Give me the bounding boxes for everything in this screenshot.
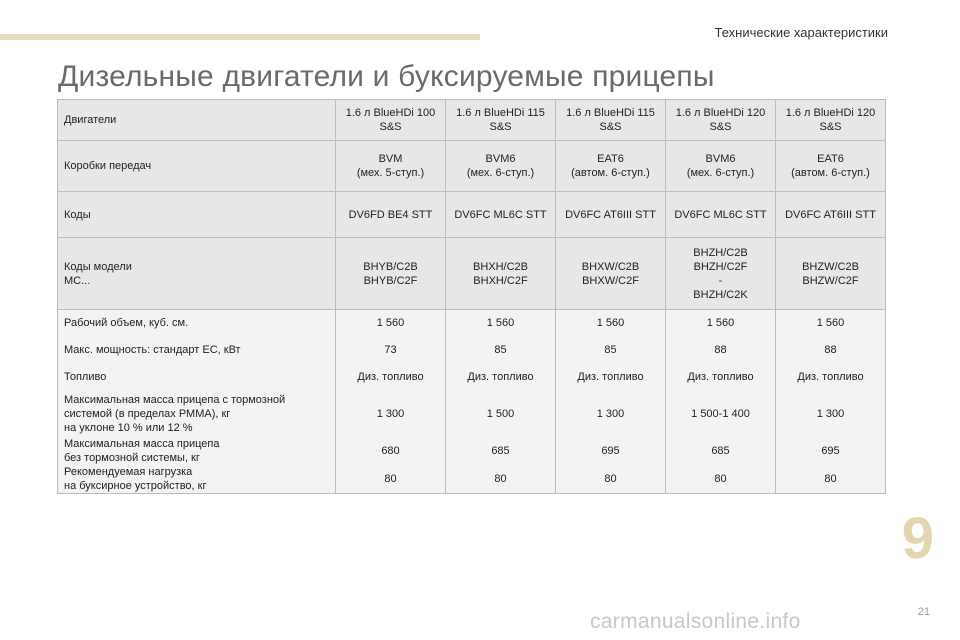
braked-trailer-cell-3: 1 300 — [556, 391, 666, 437]
page-number: 21 — [917, 606, 930, 618]
fuel-cell-1: Диз. топливо — [336, 364, 446, 391]
towbar-load-cell-1: 80 — [336, 465, 446, 494]
table-row-engines — [58, 100, 886, 141]
fuel-cell-5: Диз. топливо — [776, 364, 886, 391]
towbar-load-cell-3: 80 — [556, 465, 666, 494]
displacement-cell-1: 1 560 — [336, 310, 446, 337]
table-row-displacement — [58, 310, 886, 337]
table-row-unbraked-trailer — [58, 437, 886, 465]
engine-cell-3: 1.6 л BlueHDi 115 S&S — [556, 100, 666, 141]
fuel-cell-4: Диз. топливо — [666, 364, 776, 391]
row-label-max-power: Макс. мощность: стандарт ЕС, кВт — [58, 337, 336, 364]
towbar-load-cell-2: 80 — [446, 465, 556, 494]
displacement-cell-4: 1 560 — [666, 310, 776, 337]
braked-trailer-cell-1: 1 300 — [336, 391, 446, 437]
table-row-model-codes — [58, 238, 886, 310]
table-row-max-power — [58, 337, 886, 364]
table-row-braked-trailer — [58, 391, 886, 437]
engine-cell-4: 1.6 л BlueHDi 120 S&S — [666, 100, 776, 141]
braked-trailer-cell-2: 1 500 — [446, 391, 556, 437]
towbar-load-cell-5: 80 — [776, 465, 886, 494]
gearbox-cell-2: BVM6 (мех. 6-ступ.) — [446, 141, 556, 192]
row-label-braked-trailer: Максимальная масса прицепа с тормозной системой (в пределах РММА), кг на уклоне 10 % или 12 % — [58, 391, 336, 437]
model-code-cell-2: BHXH/C2B BHXH/C2F — [446, 238, 556, 310]
section-header: Технические характеристики — [714, 25, 888, 40]
row-label-fuel: Топливо — [58, 364, 336, 391]
gearbox-cell-1: BVM (мех. 5-ступ.) — [336, 141, 446, 192]
code-cell-1: DV6FD BE4 STT — [336, 192, 446, 238]
displacement-cell-5: 1 560 — [776, 310, 886, 337]
gearbox-cell-5: EAT6 (автом. 6-ступ.) — [776, 141, 886, 192]
row-label-displacement: Рабочий объем, куб. см. — [58, 310, 336, 337]
page-title: Дизельные двигатели и буксируемые прицепы — [58, 60, 715, 93]
power-cell-1: 73 — [336, 337, 446, 364]
braked-trailer-cell-4: 1 500-1 400 — [666, 391, 776, 437]
table-row-towbar-load — [58, 465, 886, 494]
engine-cell-2: 1.6 л BlueHDi 115 S&S — [446, 100, 556, 141]
row-label-model-codes: Коды модели MC... — [58, 238, 336, 310]
power-cell-2: 85 — [446, 337, 556, 364]
row-label-codes: Коды — [58, 192, 336, 238]
model-code-cell-3: BHXW/C2B BHXW/C2F — [556, 238, 666, 310]
code-cell-5: DV6FC AT6III STT — [776, 192, 886, 238]
unbraked-trailer-cell-1: 680 — [336, 437, 446, 465]
row-label-engines: Двигатели — [58, 100, 336, 141]
power-cell-4: 88 — [666, 337, 776, 364]
watermark: carmanualsonline.info — [590, 610, 801, 633]
gearbox-cell-4: BVM6 (мех. 6-ступ.) — [666, 141, 776, 192]
braked-trailer-cell-5: 1 300 — [776, 391, 886, 437]
unbraked-trailer-cell-3: 695 — [556, 437, 666, 465]
table-row-fuel — [58, 364, 886, 391]
engine-cell-5: 1.6 л BlueHDi 120 S&S — [776, 100, 886, 141]
code-cell-4: DV6FC ML6C STT — [666, 192, 776, 238]
unbraked-trailer-cell-2: 685 — [446, 437, 556, 465]
row-label-gearboxes: Коробки передач — [58, 141, 336, 192]
model-code-cell-4: BHZH/C2B BHZH/C2F - BHZH/C2K — [666, 238, 776, 310]
model-code-cell-1: BHYB/C2B BHYB/C2F — [336, 238, 446, 310]
section-accent-bar — [0, 34, 480, 40]
displacement-cell-3: 1 560 — [556, 310, 666, 337]
table-row-gearboxes — [58, 141, 886, 192]
power-cell-3: 85 — [556, 337, 666, 364]
unbraked-trailer-cell-4: 685 — [666, 437, 776, 465]
fuel-cell-2: Диз. топливо — [446, 364, 556, 391]
model-code-cell-5: BHZW/C2B BHZW/C2F — [776, 238, 886, 310]
towbar-load-cell-4: 80 — [666, 465, 776, 494]
power-cell-5: 88 — [776, 337, 886, 364]
fuel-cell-3: Диз. топливо — [556, 364, 666, 391]
code-cell-3: DV6FC AT6III STT — [556, 192, 666, 238]
diesel-engines-spec-table — [57, 99, 886, 494]
engine-cell-1: 1.6 л BlueHDi 100 S&S — [336, 100, 446, 141]
displacement-cell-2: 1 560 — [446, 310, 556, 337]
unbraked-trailer-cell-5: 695 — [776, 437, 886, 465]
chapter-number: 9 — [901, 506, 934, 571]
row-label-unbraked-trailer: Максимальная масса прицепа без тормозной системы, кг — [58, 437, 336, 465]
row-label-towbar-load: Рекомендуемая нагрузка на буксирное устройство, кг — [58, 465, 336, 494]
code-cell-2: DV6FC ML6C STT — [446, 192, 556, 238]
gearbox-cell-3: EAT6 (автом. 6-ступ.) — [556, 141, 666, 192]
table-row-codes — [58, 192, 886, 238]
